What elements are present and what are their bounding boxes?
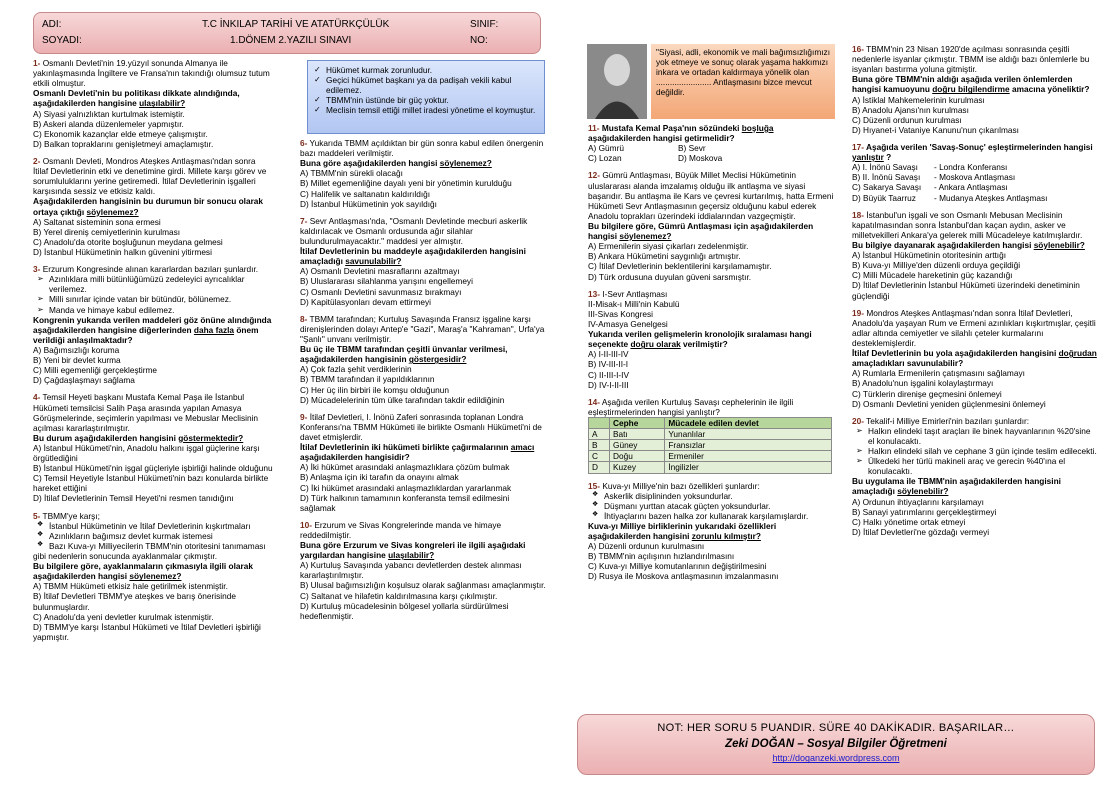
text: B) İstanbul Hükümeti'nin işgal güçleriyle işbirliği halinde olduğunu — [33, 463, 273, 474]
text: C) Halifelik ve saltanatın kaldırıldığı — [300, 188, 431, 199]
text: Kuzey — [610, 462, 665, 473]
text: söylenemez? — [619, 231, 672, 242]
text: C) II-III-I-IV — [588, 369, 630, 380]
question-19 — [852, 308, 1098, 409]
table-row — [589, 462, 832, 473]
text: Ermeniler — [665, 451, 832, 462]
parliament-motion-box — [307, 60, 545, 134]
text: Batı — [610, 429, 665, 440]
text: A) Ermenilerin siyasi çıkarları zedelenmiştir. — [588, 241, 749, 252]
text: Kongrenin yukarıda verilen maddeleri göz önüne alındığında aşağıdakilerden hangisine diğerlerinden — [33, 314, 272, 335]
text: B) Uluslararası silahlanma yarışını engellemeyi — [300, 276, 473, 287]
list-item: ✓ TBMM'nin üstünde bir güç yoktur. — [326, 95, 540, 105]
text: D) Osmanlı Devletini yeniden güçlenmesini önlemeyi — [852, 398, 1046, 409]
text: B) Anadolu'nun işgalini kolaylaştırmayı — [852, 378, 994, 389]
text: D) Kurtuluş mücadelesinin bölgesel yollarla sürdürülmesi hedeflenmiştir. — [300, 600, 509, 621]
text: - Moskova Antlaşması — [934, 172, 1016, 183]
ataturk-portrait — [587, 44, 647, 119]
text: B) TBMM'nin açılışının hızlandırılmasını — [588, 551, 735, 562]
text: C — [589, 451, 610, 462]
text: B) Ulusal bağımsızlığın koşulsuz olarak sağlanması amaçlanmıştır. — [300, 580, 546, 591]
question-5 — [33, 511, 273, 642]
question-14 — [588, 397, 834, 474]
text: A) TBMM'nin sürekli olacağı — [300, 168, 403, 179]
text: 18- — [852, 209, 864, 220]
text: TBMM tarafından; Kurtuluş Savaşında Fransız işgaline karşı direnişlerinden dolayı Antep'e "Gazi", Maraş'a "Kahraman", Urfa'ya "Şanlı" unvanı verilmiştir. — [300, 313, 545, 344]
text: 1- — [33, 58, 41, 68]
text: Bu üç ile TBMM tarafından çeşitli ünvanlar verilmesi, aşağıdakilerden hangisinin — [300, 344, 508, 365]
text: A) İstanbul Hükümetinin otoritesinin arttığı — [852, 250, 1007, 261]
exam-subtitle: 1.DÖNEM 2.YAZILI SINAVI — [230, 35, 352, 46]
text: D) Türk ordusuna duyulan güveni sarsmıştır. — [588, 271, 752, 282]
text: Erzurum Kongresinde alınan kararlardan bazıları şunlardır. — [42, 264, 259, 275]
text: aşağıdakilerden hangisi getirmelidir? — [588, 133, 735, 144]
text: A) I-II-III-IV — [588, 349, 629, 360]
quote-text: "Siyasi, adli, ekonomik ve mali bağımsızlığımızı yok etmeye ve sonuç olarak yaşama hakkımızı inkara ve ortadan kaldırmaya yönelik olan ........................ Antlaşmasını bizce mevcut değildir. — [651, 44, 835, 119]
question-3 — [33, 264, 273, 385]
text: C) Düzenli ordunun kurulması — [852, 114, 962, 125]
list-item: ✓ Hükümet kurmak zorunludur. — [326, 65, 540, 75]
text: Bu bilgiye dayanarak aşağıdakilerden hangisi — [852, 239, 1034, 250]
text: Cephe — [610, 417, 665, 428]
text: Mustafa Kemal Paşa'nın sözündeki — [601, 123, 742, 133]
text: İngilizler — [665, 462, 832, 473]
text: Osmanlı Devleti'nin 19.yüzyıl sonunda Almanya ile yakınlaşmasında İngiltere ve Fransa'nın takındığı olumsuz tutum etkili olmuştur. — [33, 58, 270, 89]
text: Aşağıdakilerden hangisinin bu durumun bir sonucu olarak ortaya çıktığı — [33, 196, 264, 217]
text: Aşağıda verilen 'Savaş-Sonuç' eşleştirmelerinden hangisi — [866, 141, 1093, 152]
text: İtilaf Devletlerinin iki hükümeti birlikte çağırmalarının — [300, 442, 511, 453]
text: 12- — [588, 170, 600, 181]
text: 17- — [852, 141, 864, 152]
text: B) TBMM tarafından il yapıldıklarının — [300, 374, 435, 385]
text: C) Saltanat ve hilafetin kaldırılmasına karşı çıkılmıştır. — [300, 590, 498, 601]
text: A) Gümrü — [588, 143, 624, 154]
text: Osmanlı Devleti'nin bu politikası dikkate alındığında, aşağıdakilerden hangisine — [33, 88, 240, 109]
text: 20- — [852, 415, 864, 426]
text: D) Çağdaşlaşmayı sağlama — [33, 375, 135, 386]
text: C) Lozan — [588, 153, 622, 164]
blog-link[interactable]: http://doganzeki.wordpress.com — [772, 753, 900, 764]
list-item: ❖ Azınlıkların bağımsız devlet kurmak istemesi — [49, 531, 273, 541]
text: gibi nedenlerin sonucunda ayaklanmalar çıkmıştır. — [33, 551, 218, 562]
text: 16- — [852, 44, 864, 54]
list-item: ✓ Geçici hükümet başkanı ya da padişah vekili kabul edilemez. — [326, 75, 540, 95]
text: D) İtilaf Devletlerinin İstanbul Hükümeti üzerindeki denetiminin güçlendiği — [852, 280, 1080, 301]
text: Fransızlar — [665, 440, 832, 451]
text: 3- — [33, 264, 41, 275]
list-item: ❖ Bazı Kuva-yı Milliyecilerin TBMM'nin otoritesini tanımaması — [49, 541, 273, 551]
name-label: ADI: — [42, 19, 62, 30]
question-11 — [588, 123, 834, 163]
text: 19- — [852, 307, 864, 318]
text: doğrudan — [1058, 348, 1097, 359]
text: C) Milli egemenliği gerçekleştirme — [33, 365, 158, 376]
list-item: ➢ Azınlıklara milli bütünlüğümüzü zedeleyici ayrıcalıklar verilemez. — [49, 274, 273, 294]
question-13 — [588, 289, 834, 390]
text: A) Saltanat sisteminin sona ermesi — [33, 216, 161, 227]
text: C) Sakarya Savaşı — [852, 182, 922, 193]
text: C) Halkı yönetime ortak etmeyi — [852, 516, 966, 527]
text: Bu bilgilere göre, ayaklanmaların çıkmasıyla ilgili olarak aşağıdakilerden hangisi — [33, 561, 253, 582]
text: Doğu — [610, 451, 665, 462]
text: - Londra Konferansı — [934, 162, 1008, 173]
text: Temsil Heyeti başkanı Mustafa Kemal Paşa ile İstanbul Hükümeti temsilcisi Salih Paşa arasında yapılan Amasya Görüşmelerinde, seçimlerin yapılması ve Mebuslar Meclisinin açılması kararlaştırılmıştır. — [33, 392, 259, 433]
text: 15- — [588, 480, 600, 491]
text: Bu uygulama ile TBMM'nin aşağıdakilerden hangisini amaçladığı — [852, 476, 1061, 497]
text: A) Rumlarla Ermenilerin çatışmasını sağlamayı — [852, 368, 1025, 379]
question-1 — [33, 58, 273, 149]
ataturk-quote-block — [587, 44, 835, 119]
number-label: NO: — [470, 35, 488, 46]
text: Buna göre aşağıdakilerden hangisi — [300, 158, 440, 169]
text: 6- — [300, 138, 308, 148]
text: II-Misak-ı Milli'nin Kabulü — [588, 298, 680, 309]
text: C) Her üç ilin birbiri ile komşu olduğunun — [300, 384, 449, 395]
list-item: ❖ Askerlik disiplininden yoksundurlar. — [604, 491, 834, 501]
text: A) Kurtuluş Savaşında yabancı devletlerden destek alınması kararlaştırılmıştır. — [300, 560, 522, 581]
surname-label: SOYADI: — [42, 35, 82, 46]
text: B) Millet egemenliğine dayalı yeni bir yönetimin kurulduğu — [300, 178, 512, 189]
text: C) Kuva-yı Milliye komutanlarının değiştirilmesini — [588, 561, 767, 572]
question-2 — [33, 156, 273, 257]
text: D) TBMM'ye karşı İstanbul Hükümeti ve İtilaf Devletleri işbirliği yapmıştır. — [33, 621, 261, 642]
text: B) II. İnönü Savaşı — [852, 172, 921, 183]
text: D) Kapitülasyonları devam ettirmeyi — [300, 296, 431, 307]
text: D) Rusya ile Moskova antlaşmasının imzalanmasını — [588, 571, 779, 582]
question-5-list — [33, 521, 273, 551]
text: A — [589, 429, 610, 440]
column-1 — [33, 58, 273, 649]
question-16 — [852, 44, 1098, 135]
list-item: ➢ Halkın elindeki taşıt araçları ile binek hayvanlarının %20'sine el konulacaktı. — [868, 426, 1098, 446]
text: A) Ordunun ihtiyaçlarını karşılamayı — [852, 496, 984, 507]
note-text: NOT: HER SORU 5 PUANDIR. SÜRE 40 DAKİKADIR. BAŞARILAR… — [657, 722, 1015, 734]
question-7 — [300, 216, 546, 307]
text: A) Siyasi yalnızlıktan kurtulmak istemiştir. — [33, 108, 185, 119]
text: B) Yeni bir devlet kurma — [33, 355, 121, 366]
column-4 — [852, 44, 1098, 544]
text: B) Anadolu Ajansı'nın kurulması — [852, 104, 969, 115]
list-item: ❖ İstanbul Hükümetinin ve İtilaf Devletlerinin kışkırtmaları — [49, 521, 273, 531]
table-row — [589, 429, 832, 440]
teacher-name: Zeki DOĞAN – Sosyal Bilgiler Öğretmeni — [725, 738, 947, 751]
text: söylenebilir? — [1033, 239, 1085, 250]
text: amacı — [510, 442, 535, 453]
class-label: SINIF: — [470, 19, 499, 30]
text: Tekalif-i Milliye Emirleri'nin bazıları şunlardır: — [866, 415, 1030, 426]
front-table — [588, 417, 832, 474]
text: A) TBMM Hükümeti etkisiz hale getirilmek istenmiştir. — [33, 581, 228, 592]
text: 2- — [33, 155, 41, 166]
text: C) Türklerin direnişe geçmesini önlemeyi — [852, 388, 1002, 399]
text: C) Anadolu'da yeni devletler kurulmak istenmiştir. — [33, 611, 214, 622]
text: B) Anlaşma için iki tarafın da onayını almak — [300, 472, 459, 483]
question-10 — [300, 520, 546, 621]
text: 4- — [33, 392, 41, 403]
text: Yukarıda verilen gelişmelerin kronolojik sıralaması hangi seçenekte — [588, 329, 812, 350]
text: yanlıştır — [852, 152, 884, 163]
text: söylenebilir? — [897, 486, 949, 497]
question-6 — [300, 138, 546, 209]
text: ? — [883, 152, 892, 163]
text: 14- — [588, 396, 600, 407]
list-item: ❖ İhtiyaçlarını bazen halka zor kullanarak karşılamışlardır. — [604, 511, 834, 521]
list-item: ✓ Meclisin temsil ettiği millet iradesi yönetime el koymuştur. — [326, 105, 540, 115]
question-3-list — [33, 274, 273, 314]
text: D) Balkan topraklarını genişletmeyi amaçlamıştır. — [33, 138, 214, 149]
text: daha fazla — [193, 324, 235, 335]
text: amacına yöneliktir? — [1009, 84, 1090, 95]
text: B) Sanayi yatırımlarını gerçekleştirmeyi — [852, 506, 997, 517]
text: 7- — [300, 215, 308, 226]
text: A) Bağımsızlığı koruma — [33, 344, 120, 355]
text: Kuva-yı Milliye'nin bazı özellikleri şunlardır: — [602, 480, 760, 491]
list-item: ➢ Manda ve himaye kabul edilemez. — [49, 305, 273, 315]
text: Erzurum ve Sivas Kongrelerinde manda ve himaye reddedilmiştir. — [300, 519, 502, 540]
text: aşağıdakilerden hangisidir? — [300, 452, 410, 463]
text: Gümrü Antlaşması, Büyük Millet Meclisi Hükümetinin uluslararası alanda imzalamış olduğu ilk antlaşma ve siyasi başarıdır. Bu antlaşma ile Kars ve çevresi kurtarılmış, hatta Ermeni Hükümeti Sevr Antlaşmasının geçersiz olduğunu kabul ederek Anadolu toprakları üzerindeki iddialarından vazgeçmiştir. — [588, 170, 834, 221]
list-item: ❖ Düşmanı yurttan atacak güçten yoksundurlar. — [604, 501, 834, 511]
text: D) IV-I-II-III — [588, 379, 629, 390]
question-4 — [33, 392, 273, 503]
text: Osmanlı Devleti, Mondros Ateşkes Antlaşması'ndan sonra İtilaf Devletlerinin etki ve denetimine girdi. Millete karşı görev ve sorumluluklarını yerine getiremedi. İtilaf Devletlerinin işgalleri karşısında sessiz ve etkisiz kaldı. — [33, 155, 267, 197]
text: TBMM'nin 23 Nisan 1920'de açılması sonrasında çeşitli nedenlerle isyanlar çıkmıştır. TBMM ise aldığı bazı önlemlerle bu isyanları bastırma yoluna gitmiştir. — [852, 44, 1090, 75]
text: İtilaf Devletlerinin bu maddeyle aşağıdakilerden hangisini amaçladığı — [300, 246, 526, 267]
text: doğru bilgilendirme — [932, 84, 1010, 95]
text: Bu durum aşağıdakilerden hangisini — [33, 432, 179, 443]
text: İtilaf Devletleri, I. İnönü Zaferi sonrasında toplanan Londra Konferansı'na TBMM Hükümeti ile birlikte Osmanlı Hükümeti'ni de davet etmişlerdir. — [300, 411, 542, 442]
text: A) I. İnönü Savaşı — [852, 162, 918, 173]
footer-note — [577, 714, 1095, 775]
text: ulaşılabilir? — [388, 550, 435, 561]
text: C) Milli Mücadele hareketinin güç kazandığı — [852, 270, 1013, 281]
text: 5- — [33, 510, 41, 521]
text: A) Osmanlı Devletini masraflarını azaltmayı — [300, 266, 460, 277]
text: Sevr Antlaşması'nda, "Osmanlı Devletinde mecburi askerlik kaldırılacak ve Osmanlı ordusunda ağır silahlar bulundurulmayacaktır." maddesi yer almıştır. — [300, 215, 528, 246]
question-18 — [852, 210, 1098, 301]
text: A) İstanbul Hükümeti'nin, Anadolu halkını işgal güçlerine karşı örgütlediğini — [33, 442, 260, 464]
text: D) İstanbul Hükümetinin halkın güvenini yitirmesi — [33, 246, 212, 257]
text: D) Büyük Taarruz — [852, 192, 916, 203]
text: B) Sevr — [678, 143, 706, 154]
text: İstanbul'un işgali ve son Osmanlı Mebusan Meclisinin kapatılmasından sonra İstanbul'dan kaçan aydın, asker ve milletvekilleri Ankara'ya gelerek milli Mücadeleye katılmışlardır. — [852, 209, 1083, 240]
text: Güney — [610, 440, 665, 451]
text: 9- — [300, 411, 308, 422]
text: doğru olarak — [630, 339, 681, 350]
list-item: ➢ Ülkedeki her türlü makineli araç ve gerecin %40'ına el konulacaktı. — [868, 456, 1098, 476]
text: Bu bilgilere göre, Gümrü Antlaşması için aşağıdakilerden hangisi — [588, 220, 814, 242]
text: 13- — [588, 288, 600, 299]
text: D) İtilaf Devletlerinin Temsil Heyeti'ni resmen tanıdığını — [33, 493, 234, 504]
text: B) Kuva-yı Milliye'den düzenli orduya geçildiği — [852, 260, 1021, 271]
text: C) Temsil Heyetiyle İstanbul Hükümeti'nin bazı konularda birlikte hareket ettiğini — [33, 473, 269, 494]
list-item: ➢ Halkın elindeki silah ve cephane 3 gün içinde teslim edilecekti. — [868, 446, 1098, 456]
text: söylenemez? — [86, 206, 139, 217]
text: - Mudanya Ateşkes Antlaşması — [934, 192, 1048, 203]
text: amaçladıkları savunulabilir? — [852, 358, 964, 369]
text: TBMM'ye karşı; — [42, 510, 100, 521]
text: A) Düzenli ordunun kurulmasını — [588, 541, 705, 552]
table-row — [589, 440, 832, 451]
text: göstermektedir? — [178, 432, 244, 443]
text: zorunlu kılmıştır? — [691, 531, 761, 542]
column-3 — [588, 123, 834, 589]
text: Mücadele edilen devlet — [665, 417, 832, 428]
text: Yunanlılar — [665, 429, 832, 440]
text: Buna göre Erzurum ve Sivas kongreleri ile ilgili aşağıdaki yargılardan hangisine — [300, 540, 526, 561]
text: D) Mücadelelerinin tüm ülke tarafından takdir edildiğinin — [300, 394, 505, 405]
text: III-Sivas Kongresi — [588, 308, 654, 319]
text: B — [589, 440, 610, 451]
text: D) Hıyanet-i Vataniye Kanunu'nun çıkarılması — [852, 124, 1019, 135]
text: Buna göre TBMM'nin aldığı aşağıda verilen önlemlerden hangisi kamuoyunu — [852, 74, 1073, 95]
text: B) Askeri alanda düzenlemeler yapmıştır. — [33, 118, 184, 129]
text: A) Çok fazla şehit verdiklerinin — [300, 364, 412, 375]
question-15 — [588, 481, 834, 582]
column-2 — [300, 138, 546, 628]
exam-header — [33, 12, 541, 54]
text: D) Türk halkının tamamının konferansta temsil edilmesini sağlamak — [300, 492, 510, 513]
text: C) İki hükümet arasındaki anlaşmazlıklardan yararlanmak — [300, 482, 512, 493]
text: D) İstanbul Hükümetinin yok sayıldığı — [300, 198, 437, 209]
text: C) Anadolu'da otorite boşluğunun meydana gelmesi — [33, 236, 223, 247]
text: D) İtilaf Devletleri'ne gözdağı vermeyi — [852, 526, 990, 537]
text: C) İtilaf Devletlerinin beklentilerini karşılamamıştır. — [588, 261, 772, 272]
text: verilmiştir? — [680, 339, 728, 350]
text: boşluğa — [741, 123, 774, 133]
text: 10- — [300, 519, 312, 530]
text: söylenemez? — [439, 158, 492, 169]
text: savunulabilir? — [345, 256, 402, 267]
text: 8- — [300, 313, 308, 324]
text: B) Yerel direniş cemiyetlerinin kurulması — [33, 226, 181, 237]
question-8 — [300, 314, 546, 405]
text: ulaşılabilir? — [139, 98, 186, 109]
question-17 — [852, 142, 1098, 203]
text: B) Ankara Hükümetini saygınlığı artmıştır. — [588, 251, 741, 262]
text: Aşağıda verilen Kurtuluş Savaşı cephelerinin ile ilgili eşleştirmelerinden hangisi yanlıştır? — [588, 396, 794, 417]
text: A) İki hükümet arasındaki anlaşmazlıklara çözüm bulmak — [300, 462, 510, 473]
question-12 — [588, 170, 834, 281]
text: göstergesidir? — [408, 354, 467, 365]
text: Mondros Ateşkes Antlaşması'ndan sonra İtilaf Devletleri, Anadolu'da yaşayan Rum ve Ermeni azınlıkları kışkırtmışlar, çeşitli adlar altında cemiyetler ve silahlı çeteler kurmalarını desteklemişlerdir. — [852, 307, 1096, 348]
text: Kuva-yı Milliye birliklerinin yukarıdaki özellikleri aşağıdakilerden hangisini — [588, 520, 777, 542]
question-20 — [852, 416, 1098, 537]
text: C) Ekonomik kazançlar elde etmeye çalışmıştır. — [33, 128, 208, 139]
text: D — [589, 462, 610, 473]
text: IV-Amasya Genelgesi — [588, 318, 668, 329]
text: söylenemez? — [129, 571, 182, 582]
text: Yukarıda TBMM açıldıktan bir gün sonra kabul edilen önergenin bazı maddeleri verilmiştir. — [300, 138, 544, 159]
table-row — [589, 451, 832, 462]
text: B) IV-III-II-I — [588, 359, 629, 370]
question-9 — [300, 412, 546, 513]
exam-title: T.C İNKILAP TARİHİ VE ATATÜRKÇÜLÜK — [202, 19, 390, 30]
text: İtilaf Devletlerinin bu yola aşağıdakilerden hangisini — [852, 348, 1059, 359]
text: önem verildiği anlaşılmaktadır? — [33, 324, 259, 345]
list-item: ➢ Milli sınırlar içinde vatan bir bütündür, bölünemez. — [49, 294, 273, 304]
text: B) İtilaf Devletleri TBMM'ye ateşkes ve barış önerisinde bulunmuşlardır. — [33, 591, 236, 612]
text: A) İstiklal Mahkemelerinin kurulması — [852, 94, 985, 105]
text: C) Osmanlı Devletini savunmasız bırakmayı — [300, 286, 462, 297]
text: 11- — [588, 123, 600, 133]
text: I-Sevr Antlaşması — [602, 288, 668, 299]
text: - Ankara Antlaşması — [934, 182, 1008, 193]
text: D) Moskova — [678, 153, 723, 164]
